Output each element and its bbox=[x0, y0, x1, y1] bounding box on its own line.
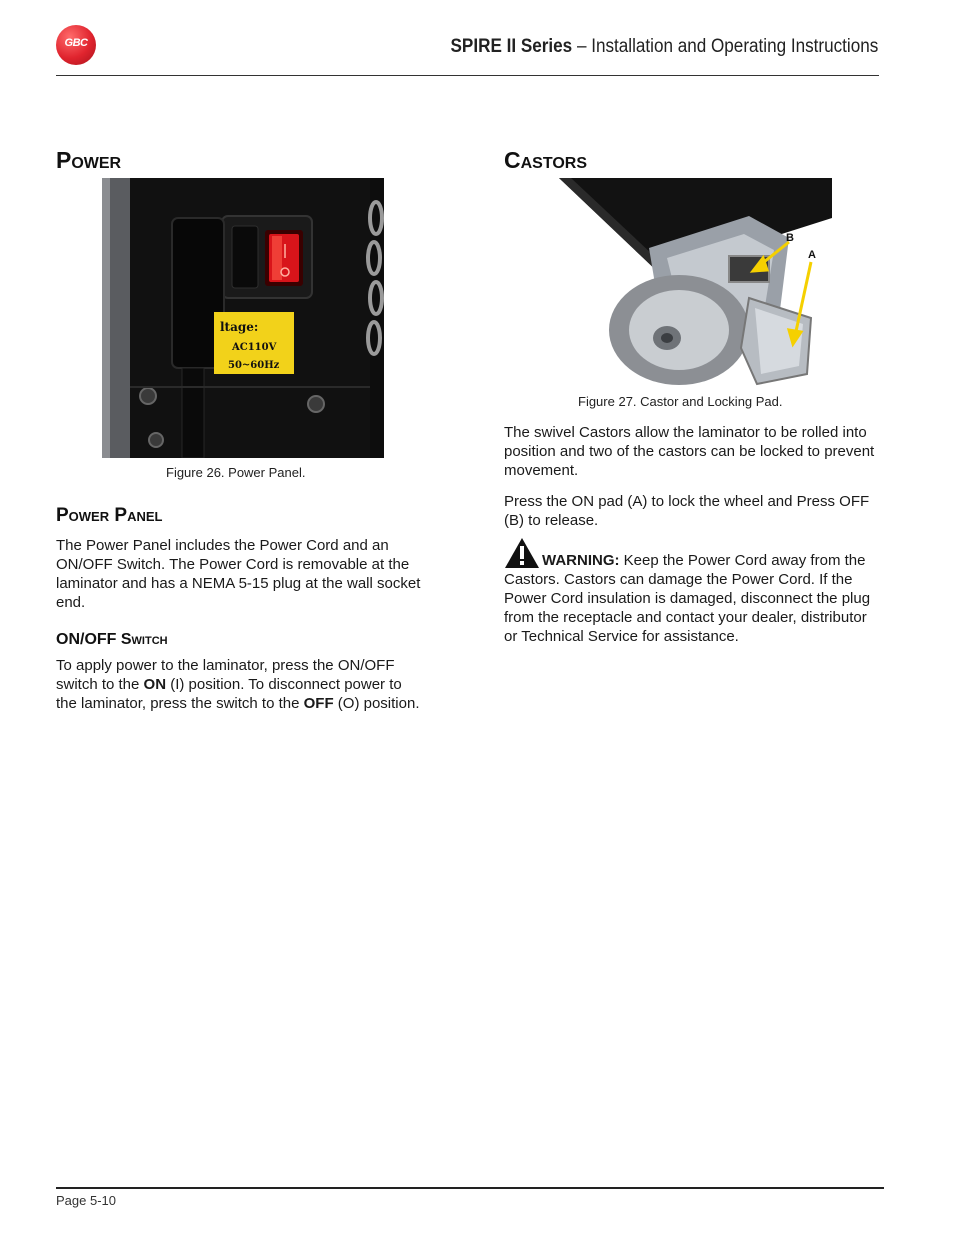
footer-divider bbox=[56, 1187, 884, 1189]
document-title-rest: – Installation and Operating Instructions bbox=[571, 36, 878, 57]
castors-heading: Castors bbox=[504, 147, 587, 173]
document-title-bold: SPIRE II Series bbox=[450, 36, 572, 57]
castor-figure bbox=[549, 178, 832, 388]
switch-on-label: ON bbox=[143, 676, 167, 693]
warning-block bbox=[504, 537, 880, 646]
label-b: B bbox=[786, 232, 794, 244]
label-voltage: ltage: bbox=[220, 320, 259, 334]
power-heading: Power bbox=[56, 147, 122, 173]
power-panel-figure bbox=[102, 178, 384, 458]
label-a: A bbox=[808, 249, 816, 261]
gbc-logo bbox=[56, 25, 96, 65]
switch-text-part1: To apply power to the laminator, press the ON/OFF switch to the bbox=[56, 657, 395, 693]
figure-27-caption: Figure 27. Castor and Locking Pad. bbox=[578, 394, 783, 409]
castors-para-1: The swivel Castors allow the laminator to be rolled into position and two of the castors can be locked to prevent movement. bbox=[504, 424, 875, 479]
castors-para-2: Press the ON pad (A) to lock the wheel and Press OFF (B) to release. bbox=[504, 493, 870, 529]
switch-off-label: OFF bbox=[303, 695, 334, 712]
castor-photo bbox=[549, 178, 832, 388]
header-divider bbox=[56, 75, 879, 76]
on-off-switch-text bbox=[56, 656, 424, 713]
switch-text-part2: (I) position. To disconnect power to the laminator, press the switch to the bbox=[56, 676, 402, 712]
label-hz: 50~60Hz bbox=[228, 360, 280, 371]
warning-icon bbox=[504, 537, 540, 569]
label-ac: AC110V bbox=[232, 342, 277, 353]
power-panel-text: The Power Panel includes the Power Cord and an ON/OFF Switch. The Power Cord is removable at the laminator and has a NEMA 5-15 plug at the wall socket end. bbox=[56, 537, 421, 611]
power-panel-photo bbox=[102, 178, 384, 458]
power-panel-heading: Power Panel bbox=[56, 505, 163, 526]
figure-26-caption: Figure 26. Power Panel. bbox=[166, 465, 306, 480]
document-title bbox=[450, 36, 878, 58]
page-number: Page 5-10 bbox=[56, 1193, 116, 1208]
logo-text: GBC bbox=[64, 37, 88, 49]
switch-text-part3: (O) position. bbox=[333, 695, 420, 712]
on-off-switch-heading: ON/OFF Switch bbox=[56, 631, 168, 648]
warning-label: WARNING: bbox=[542, 552, 620, 569]
warning-text: Keep the Power Cord away from the Castors. Castors can damage the Power Cord. If the Power Cord insulation is damaged, disconnect the plug from the receptacle and contact your dealer, distributor or Technical Service for assistance. bbox=[504, 552, 871, 645]
